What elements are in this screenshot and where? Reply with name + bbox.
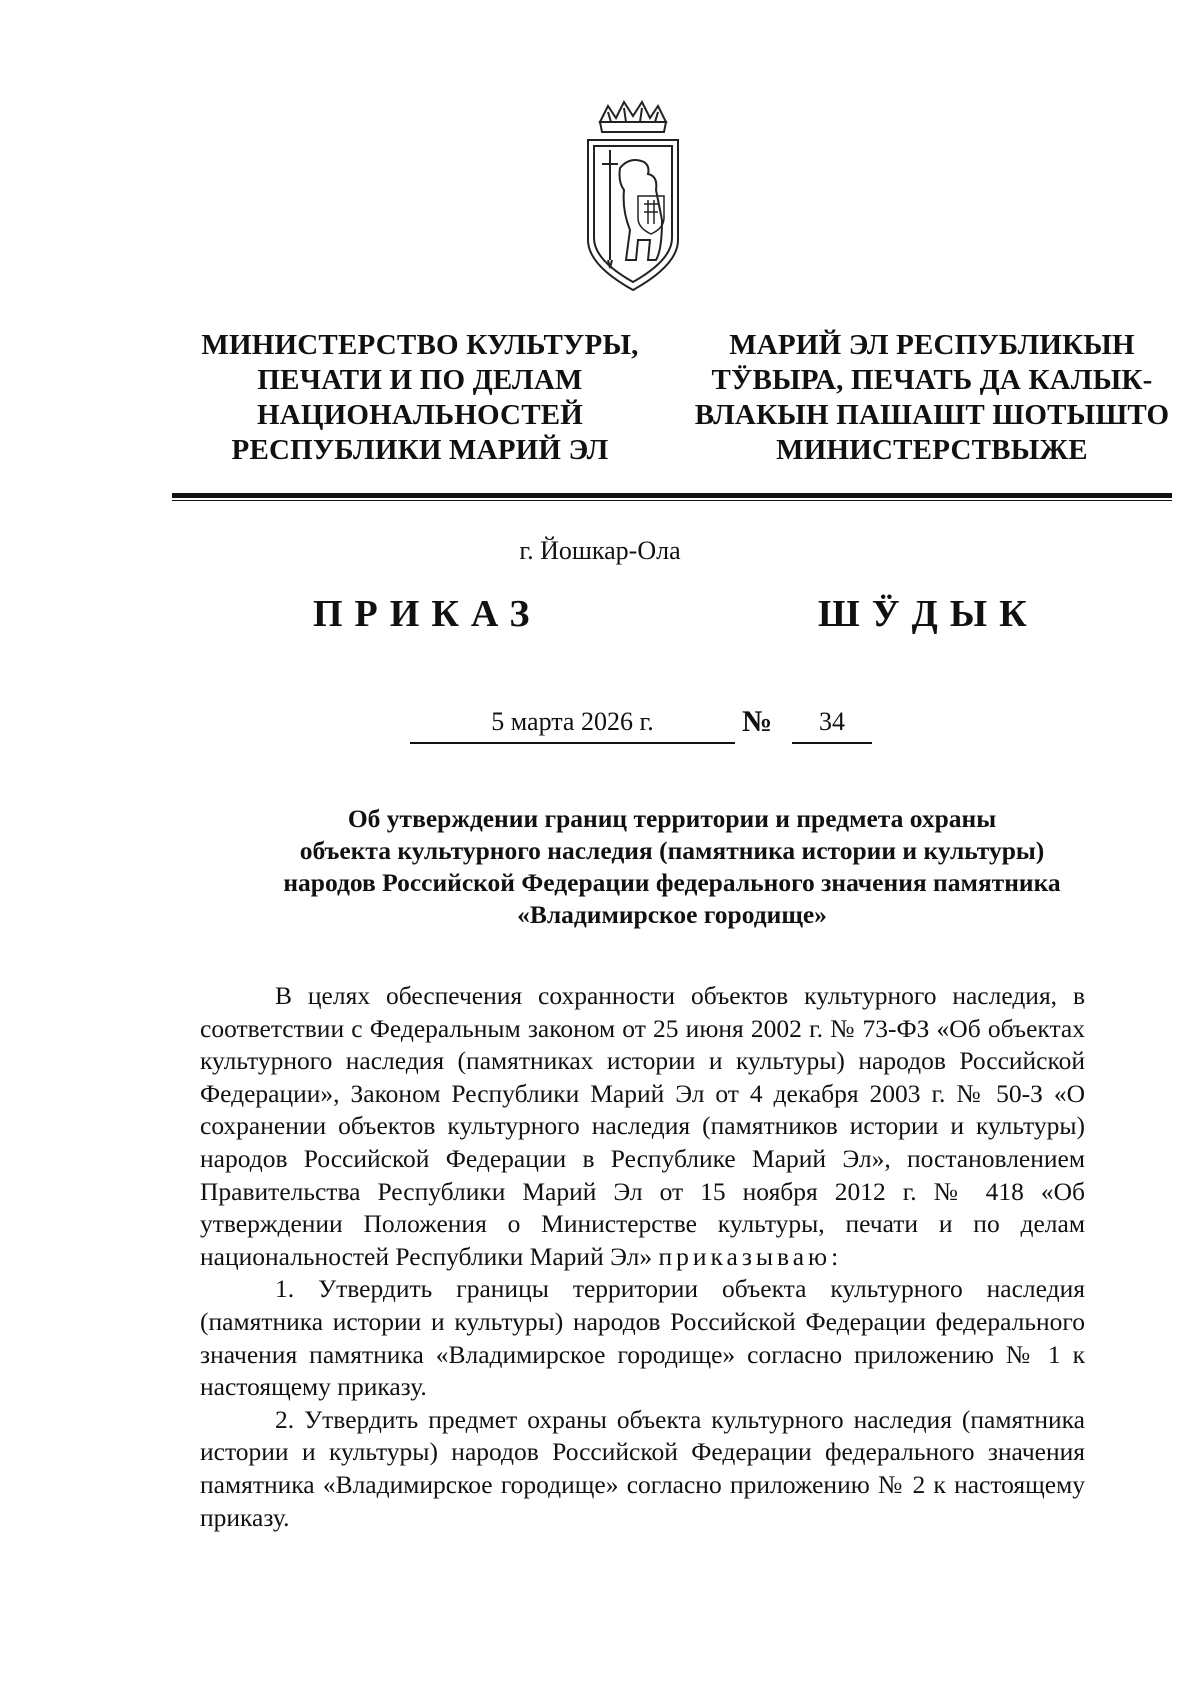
preamble-paragraph xyxy=(200,980,1085,1273)
order-date: 5 марта 2026 г. xyxy=(410,702,735,744)
subject-line: народов Российской Федерации федерального значения памятника xyxy=(283,868,1061,897)
ministry-name-line: МАРИЙ ЭЛ РЕСПУБЛИКЫН xyxy=(729,329,1135,361)
subject-line: Об утверждении границ территории и предмета охраны xyxy=(347,804,997,833)
header-divider-thick xyxy=(172,493,1172,498)
order-body xyxy=(200,980,1085,1534)
header-divider-thin xyxy=(172,500,1172,501)
ministry-name-mari xyxy=(682,328,1182,468)
ministry-name-line: НАЦИОНАЛЬНОСТЕЙ xyxy=(256,399,584,431)
order-title-mari: ШӰДЫК xyxy=(818,593,1039,635)
order-number: 34 xyxy=(792,702,872,744)
subject-line: объекта культурного наследия (памятника истории и культуры) xyxy=(299,836,1045,865)
subject-line: «Владимирское городище» xyxy=(517,900,827,929)
order-word: приказываю: xyxy=(658,1241,843,1271)
ministry-name-line: ПЕЧАТИ И ПО ДЕЛАМ xyxy=(257,364,583,396)
order-subject xyxy=(172,803,1172,931)
preamble-text: В целях обеспечения сохранности объектов культурного наследия, в соответствии с Федеральным законом от 25 июня 2002 г. № 73-ФЗ «Об объектах культурного наследия (памятниках истории и культуры) народов Российской Федерации», Законом Республики Марий Эл от 4 декабря 2003 г. № 50-З «О сохранении объектов культурного наследия (памятников истории и культуры) народов Российской Федерации в Республике Марий Эл», постановлением Правительства Республики Марий Эл от 15 ноября 2012 г. № 418 «Об утверждении Положения о Министерстве культуры, печати и по делам национальностей Республики Марий Эл» xyxy=(200,981,1085,1271)
order-item-2: 2. Утвердить предмет охраны объекта культурного наследия (памятника истории и культуры) народов Российской Федерации федерального значения памятника «Владимирское городище» согласно приложению № 2 к настоящему приказу. xyxy=(200,1404,1085,1532)
city-name: г. Йошкар-Ола xyxy=(519,536,681,565)
coat-of-arms-emblem xyxy=(578,100,688,300)
order-title-russian: ПРИКАЗ xyxy=(313,593,542,635)
ministry-name-line: РЕСПУБЛИКИ МАРИЙ ЭЛ xyxy=(231,434,609,466)
order-number-label: № xyxy=(742,705,773,738)
ministry-name-russian xyxy=(170,328,670,468)
ministry-name-line: ВЛАКЫН ПАШАШТ ШОТЫШТО xyxy=(694,399,1170,431)
order-item-1: 1. Утвердить границы территории объекта культурного наследия (памятника истории и культуры) народов Российской Федерации федерального значения памятника «Владимирское городище» согласно приложению № 1 к настоящему приказу. xyxy=(200,1274,1085,1402)
ministry-name-line: МИНИСТЕРСТВО КУЛЬТУРЫ, xyxy=(201,329,639,361)
ministry-name-line: МИНИСТЕРСТВЫЖЕ xyxy=(776,434,1088,466)
ministry-name-line: ТӰВЫРА, ПЕЧАТЬ ДА КАЛЫК- xyxy=(711,364,1153,396)
